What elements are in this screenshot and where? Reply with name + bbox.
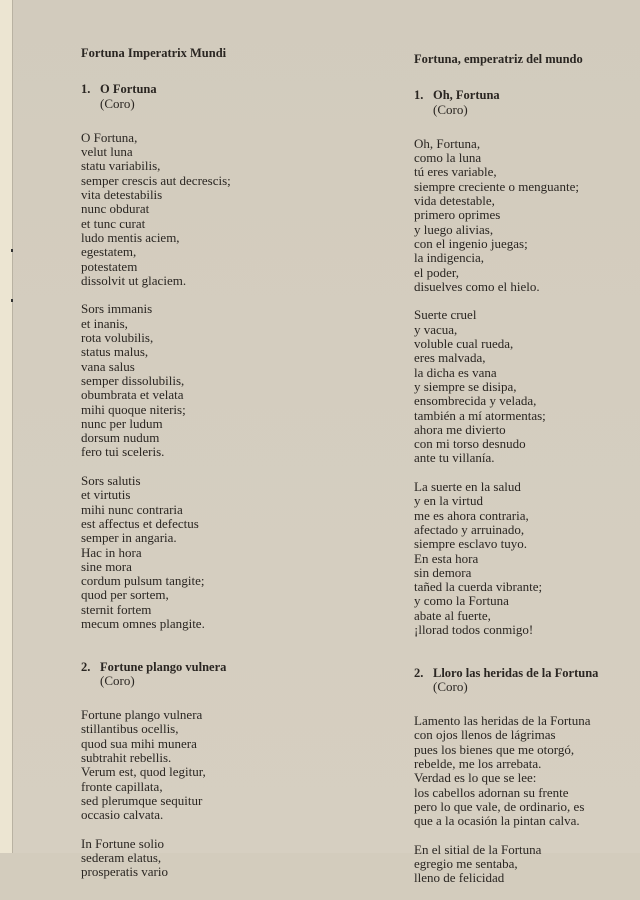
verse-line: nunc per ludum	[81, 415, 163, 431]
verse-line: et tunc curat	[81, 215, 146, 231]
section-performer: (Coro)	[100, 672, 135, 688]
stanza	[414, 714, 598, 828]
verse-line: siempre esclavo tuyo.	[414, 536, 527, 552]
verse-line: pero lo que vale, de ordinario, es	[414, 798, 585, 814]
section-heading	[81, 82, 231, 111]
section-heading	[81, 660, 231, 689]
verse-line: tú eres variable,	[414, 164, 497, 180]
verse-line: En el sitial de la Fortuna	[414, 841, 542, 857]
verse-line: occasio calvata.	[81, 807, 164, 823]
verse-line: la dicha es vana	[414, 364, 497, 380]
verse-line: ante tu villanía.	[414, 450, 495, 466]
verse-line: mecum omnes plangite.	[81, 615, 205, 631]
section-number: 2.	[414, 665, 424, 680]
verse-line: los cabellos adornan su frente	[414, 784, 569, 800]
verse-line: mihi quoque niteris;	[81, 401, 186, 417]
verse-line: disuelves como el hielo.	[414, 278, 540, 294]
stanza	[414, 480, 598, 637]
verse-line: Sors immanis	[81, 301, 153, 317]
stanza	[81, 302, 231, 459]
verse-line: Oh, Fortuna,	[414, 135, 481, 151]
verse-line: pues los bienes que me otorgó,	[414, 741, 575, 757]
verse-line: obumbrata et velata	[81, 387, 184, 403]
verse-line: abate al fuerte,	[414, 607, 491, 623]
verse-line: sine mora	[81, 558, 132, 574]
column-title: Fortuna Imperatrix Mundi	[81, 46, 227, 60]
verse-line: quod per sortem,	[81, 587, 169, 603]
verse-line: sin demora	[414, 564, 472, 580]
verse-line: Suerte cruel	[414, 307, 477, 323]
verse-line: dissolvit ut glaciem.	[81, 272, 187, 288]
verse-line: la indigencia,	[414, 250, 485, 266]
verse-line: primero oprimes	[414, 207, 501, 223]
verse-line: Verdad es lo que se lee:	[414, 770, 537, 786]
verse-line: sederam elatus,	[81, 850, 162, 866]
verse-line: statu variabilis,	[81, 158, 161, 174]
stanza	[414, 308, 598, 465]
verse-line: sed plerumque sequitur	[81, 792, 203, 808]
section-title: O Fortuna	[100, 82, 157, 97]
section-number: 2.	[81, 659, 91, 674]
section-number: 1.	[414, 88, 424, 103]
verse-line: semper crescis aut decrescis;	[81, 172, 231, 188]
verse-line: y vacua,	[414, 321, 458, 337]
verse-line: y luego alivias,	[414, 221, 494, 237]
verse-line: O Fortuna,	[81, 129, 138, 145]
verse-line: potestatem	[81, 258, 138, 274]
section-heading	[414, 666, 598, 695]
verse-line: semper in angaria.	[81, 530, 177, 546]
verse-line: tañed la cuerda vibrante;	[414, 579, 543, 595]
verse-line: Verum est, quod legitur,	[81, 764, 206, 780]
verse-line: siempre creciente o menguante;	[414, 178, 579, 194]
section-heading	[414, 88, 598, 117]
section-number-title	[414, 88, 598, 102]
verse-line: Sors salutis	[81, 473, 141, 489]
stanza	[81, 131, 231, 288]
verse-line: subtrahit rebellis.	[81, 750, 172, 766]
verse-line: y como la Fortuna	[414, 593, 509, 609]
section-title: Lloro las heridas de la Fortuna	[433, 665, 599, 680]
section-number-title	[414, 666, 598, 680]
verse-line: et inanis,	[81, 315, 128, 331]
verse-line: lleno de felicidad	[414, 870, 505, 886]
verse-line: et virtutis	[81, 487, 131, 503]
verse-line: fronte capillata,	[81, 778, 163, 794]
verse-line: egregio me sentaba,	[414, 856, 518, 872]
verse-line: y siempre se disipa,	[414, 378, 517, 394]
verse-line: semper dissolubilis,	[81, 372, 185, 388]
verse-line: y en la virtud	[414, 493, 483, 509]
verse-line: stillantibus ocellis,	[81, 721, 179, 737]
verse-line: afectado y arruinado,	[414, 521, 525, 537]
verse-line: rota volubilis,	[81, 330, 154, 346]
verse-line: vida detestable,	[414, 193, 495, 209]
verse-line: ¡llorad todos conmigo!	[414, 621, 534, 637]
verse-line: dorsum nudum	[81, 430, 160, 446]
section-performer: (Coro)	[433, 101, 468, 117]
verse-line: Hac in hora	[81, 544, 142, 560]
verse-line: La suerte en la salud	[414, 479, 521, 495]
verse-line: ludo mentis aciem,	[81, 229, 180, 245]
verse-line: velut luna	[81, 144, 133, 160]
column-title: Fortuna, emperatriz del mundo	[414, 52, 583, 66]
verse-line: Lamento las heridas de la Fortuna	[414, 713, 591, 729]
verse-line: ahora me divierto	[414, 421, 506, 437]
verse-line: con el ingenio juegas;	[414, 235, 528, 251]
stanza	[414, 137, 598, 294]
latin-column	[81, 46, 231, 894]
verse-line: ensombrecida y velada,	[414, 393, 537, 409]
stanza	[81, 708, 231, 822]
section-title: Fortune plango vulnera	[100, 659, 227, 674]
verse-line: status malus,	[81, 344, 149, 360]
verse-line: me es ahora contraria,	[414, 507, 529, 523]
stanza	[81, 837, 231, 880]
spanish-column	[414, 52, 598, 900]
verse-line: En esta hora	[414, 550, 479, 566]
section-performer: (Coro)	[100, 95, 135, 111]
section-title: Oh, Fortuna	[433, 88, 500, 103]
verse-line: nunc obdurat	[81, 201, 150, 217]
verse-line: prosperatis vario	[81, 864, 169, 880]
stanza	[414, 843, 598, 886]
verse-line: est affectus et defectus	[81, 515, 199, 531]
section-number: 1.	[81, 82, 91, 97]
adjacent-page-edge	[0, 0, 13, 853]
verse-line: In Fortune solio	[81, 835, 165, 851]
verse-line: eres malvada,	[414, 350, 486, 366]
verse-line: quod sua mihi munera	[81, 735, 197, 751]
verse-line: vita detestabilis	[81, 187, 163, 203]
section-spacer	[414, 652, 598, 666]
verse-line: Fortune plango vulnera	[81, 707, 203, 723]
verse-line: voluble cual rueda,	[414, 336, 514, 352]
verse-line: cordum pulsum tangite;	[81, 573, 205, 589]
verse-line: el poder,	[414, 264, 459, 280]
verse-line: sternit fortem	[81, 601, 152, 617]
stanza	[81, 474, 231, 631]
verse-line: con mi torso desnudo	[414, 436, 526, 452]
verse-line: también a mí atormentas;	[414, 407, 546, 423]
verse-line: que a la ocasión la pintan calva.	[414, 813, 580, 829]
section-number-title	[81, 660, 231, 674]
section-performer: (Coro)	[433, 678, 468, 694]
verse-line: mihi nunc contraria	[81, 501, 183, 517]
verse-line: con ojos llenos de lágrimas	[414, 727, 556, 743]
section-number-title	[81, 82, 231, 96]
section-spacer	[81, 646, 231, 660]
verse-line: egestatem,	[81, 244, 137, 260]
verse-line: como la luna	[414, 150, 482, 166]
verse-line: rebelde, me los arrebata.	[414, 756, 542, 772]
verse-line: vana salus	[81, 358, 135, 374]
verse-line: fero tui sceleris.	[81, 444, 165, 460]
